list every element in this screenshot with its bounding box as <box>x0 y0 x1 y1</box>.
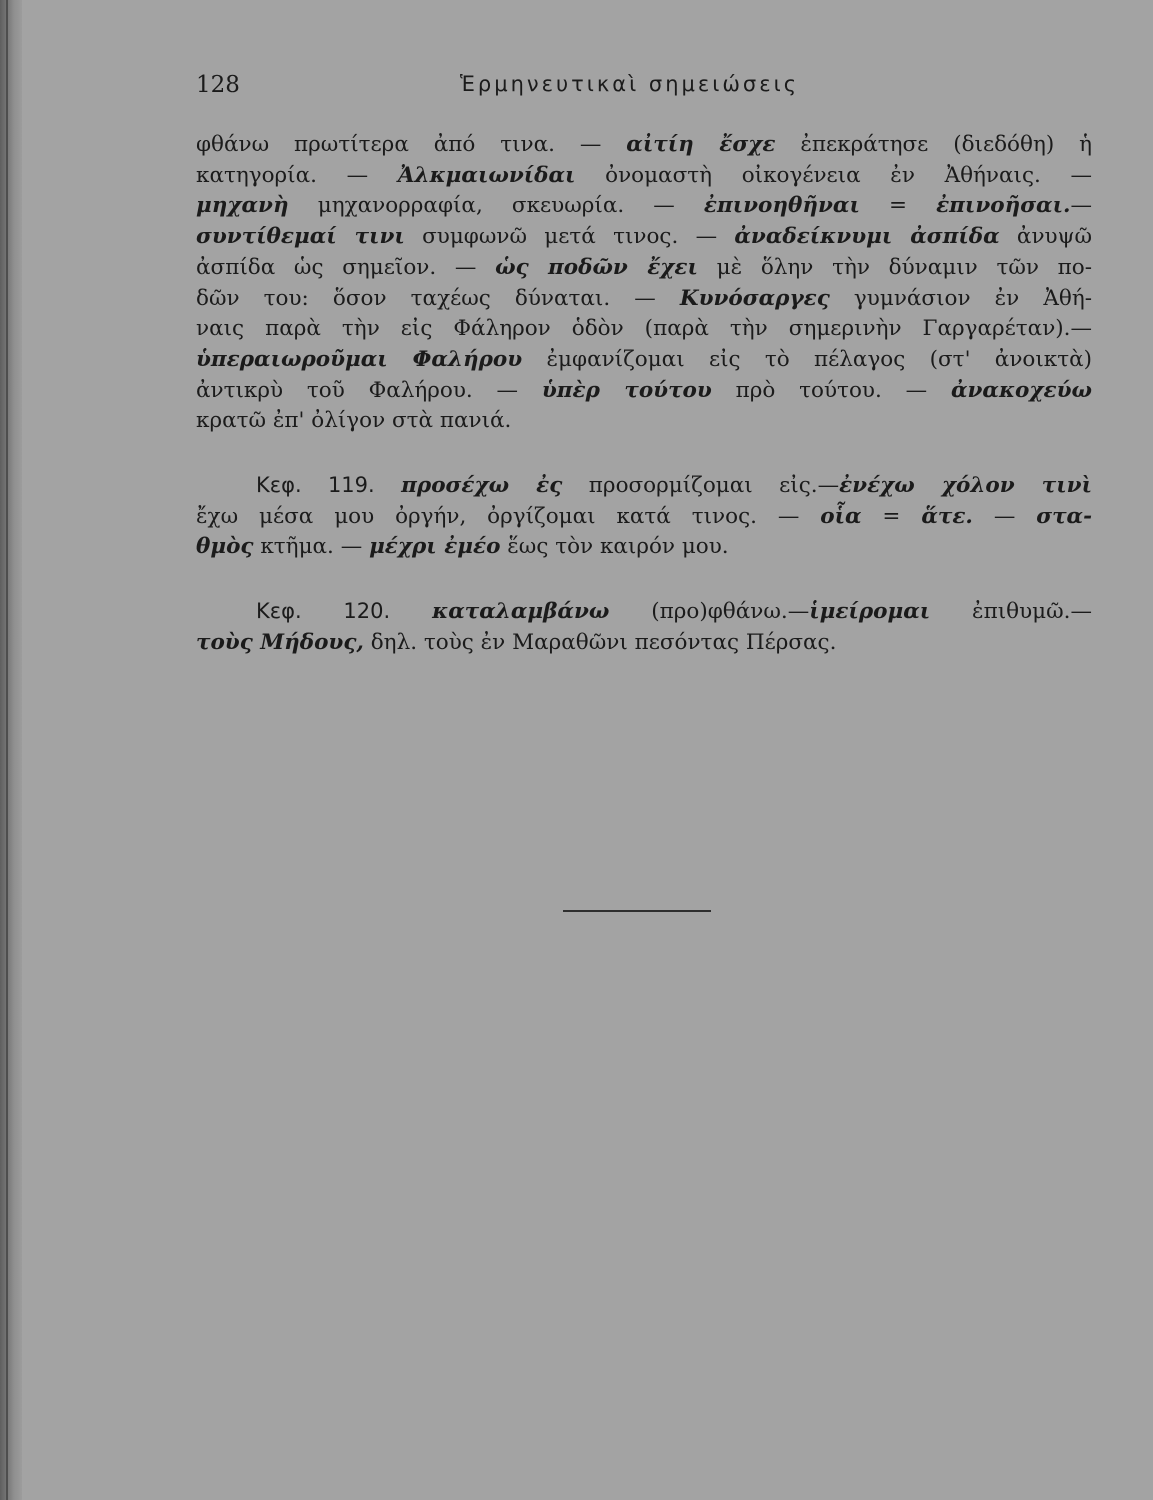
gloss-text: ὀνομαστὴ οἰκογένεια ἐν Ἀθήναις. — <box>575 162 1092 188</box>
binding-line <box>6 0 8 1500</box>
paragraph-gap <box>196 437 1092 470</box>
gloss-text: κρατῶ ἐπ' ὀλίγον στὰ πανιά. <box>196 408 512 434</box>
lemma-term: τοὺς Μήδους, <box>196 629 364 655</box>
gloss-text: ἕως τὸν καιρόν μου. <box>500 534 729 560</box>
lemma-term: ἱμείρομαι <box>809 599 931 625</box>
running-head <box>196 72 1092 108</box>
paragraph-notes-118 <box>196 130 1092 437</box>
chapter-label: Κεφ. 119. <box>256 473 375 498</box>
text-line <box>196 253 1092 284</box>
text-line <box>196 406 1092 437</box>
lemma-term: στα- <box>1036 503 1093 529</box>
lemma-term: ἐνέχω χόλον τινὶ <box>839 473 1092 499</box>
page-binding-edge <box>0 0 22 1500</box>
lemma-term: αἰτίη ἔσχε <box>626 132 776 157</box>
chapter-label: Κεφ. 120. <box>256 599 391 624</box>
lemma-term: ἀναδείκνυμι ἀσπίδα <box>734 224 1000 250</box>
text-line <box>196 470 1092 502</box>
gloss-text: κτῆμα. — <box>253 534 370 560</box>
commentary-text <box>196 130 1092 659</box>
gloss-text: συμφωνῶ μετά τινος. — <box>404 224 735 250</box>
text-line <box>196 596 1092 628</box>
lemma-term: ἀνακοχεύω <box>950 377 1092 403</box>
lemma-term: καταλαμβάνω <box>432 599 610 625</box>
gloss-text: — <box>1070 193 1092 219</box>
lemma-term: ὡς ποδῶν ἔχει <box>495 254 698 280</box>
gloss-text <box>375 473 401 498</box>
text-line <box>196 376 1092 407</box>
paragraph-chapter-119 <box>196 470 1092 563</box>
end-separator-rule <box>563 910 711 912</box>
gloss-text: κατηγορία. — <box>196 162 398 188</box>
lemma-term: ἐπινοῆσαι. <box>936 193 1071 219</box>
lemma-term: συντίθεμαί τινι <box>196 224 405 250</box>
gloss-text: προσορμίζομαι εἰς.— <box>562 473 840 499</box>
text-line <box>196 314 1092 345</box>
gloss-text: ἀνυψῶ <box>999 224 1092 250</box>
gloss-text: φθάνω πρωτίτερα ἀπό τινα. — <box>196 132 627 157</box>
gloss-text: δηλ. τοὺς ἐν Μαραθῶνι πεσόντας Πέρσας. <box>363 629 837 655</box>
text-line <box>196 130 1092 161</box>
gloss-text: ἔχω μέσα μου ὀργήν, ὀργίζομαι κατά τινος. — <box>196 503 821 529</box>
lemma-term: ἐπινοηθῆναι <box>703 193 860 219</box>
lemma-term: μηχανὴ <box>196 193 289 219</box>
gloss-text: ἐπεκράτησε (διεδόθη) ἡ <box>775 132 1092 157</box>
lemma-term: ὑπὲρ τούτου <box>541 377 712 403</box>
gloss-text: = <box>859 193 937 219</box>
paragraph-gap <box>196 563 1092 596</box>
gloss-text: γυμνάσιον ἐν Ἀθή- <box>829 285 1092 311</box>
lemma-term: προσέχω ἐς <box>401 473 563 499</box>
text-line <box>196 161 1092 192</box>
gloss-text: (προ)φθάνω.— <box>609 599 810 625</box>
text-line <box>196 532 1092 563</box>
lemma-term: Κυνόσαργες <box>679 285 830 311</box>
lemma-term: μέχρι ἐμέο <box>369 534 501 560</box>
page-number: 128 <box>196 72 240 98</box>
gloss-text: μὲ ὅλην τὴν δύναμιν τῶν πο- <box>697 254 1092 280</box>
text-line <box>196 284 1092 315</box>
text-line <box>196 191 1092 222</box>
lemma-term: οἷα <box>820 503 862 529</box>
running-title: Ἑρμηνευτικαὶ σημειώσεις <box>460 72 800 96</box>
text-line <box>196 222 1092 253</box>
lemma-term: Ἀλκμαιωνίδαι <box>397 162 576 188</box>
gloss-text: ἐπιθυμῶ.— <box>930 599 1092 625</box>
gloss-text <box>390 599 432 624</box>
lemma-term: ὑπεραιωροῦμαι Φαλήρου <box>196 346 523 372</box>
text-line <box>196 502 1092 533</box>
gloss-text: — <box>972 503 1037 529</box>
gloss-text: = <box>861 503 922 529</box>
lemma-term: ἅτε. <box>921 503 973 529</box>
gloss-text: ἐμφανίζομαι εἰς τὸ πέλαγος (στ' ἀνοικτὰ) <box>522 346 1092 372</box>
gloss-text: ἀντικρὺ τοῦ Φαλήρου. — <box>196 377 542 403</box>
paragraph-chapter-120 <box>196 596 1092 658</box>
text-line <box>196 345 1092 376</box>
text-line <box>196 628 1092 659</box>
lemma-term: θμὸς <box>196 534 254 560</box>
gloss-text: μηχανορραφία, σκευωρία. — <box>288 193 704 219</box>
gloss-text: ναις παρὰ τὴν εἰς Φάληρον ὁδὸν (παρὰ τὴν σημερινὴν Γαργαρέταν).— <box>196 316 1092 342</box>
gloss-text: δῶν του: ὅσον ταχέως δύναται. — <box>196 285 680 311</box>
gloss-text: πρὸ τούτου. — <box>711 377 951 403</box>
gloss-text: ἀσπίδα ὡς σημεῖον. — <box>196 254 496 280</box>
